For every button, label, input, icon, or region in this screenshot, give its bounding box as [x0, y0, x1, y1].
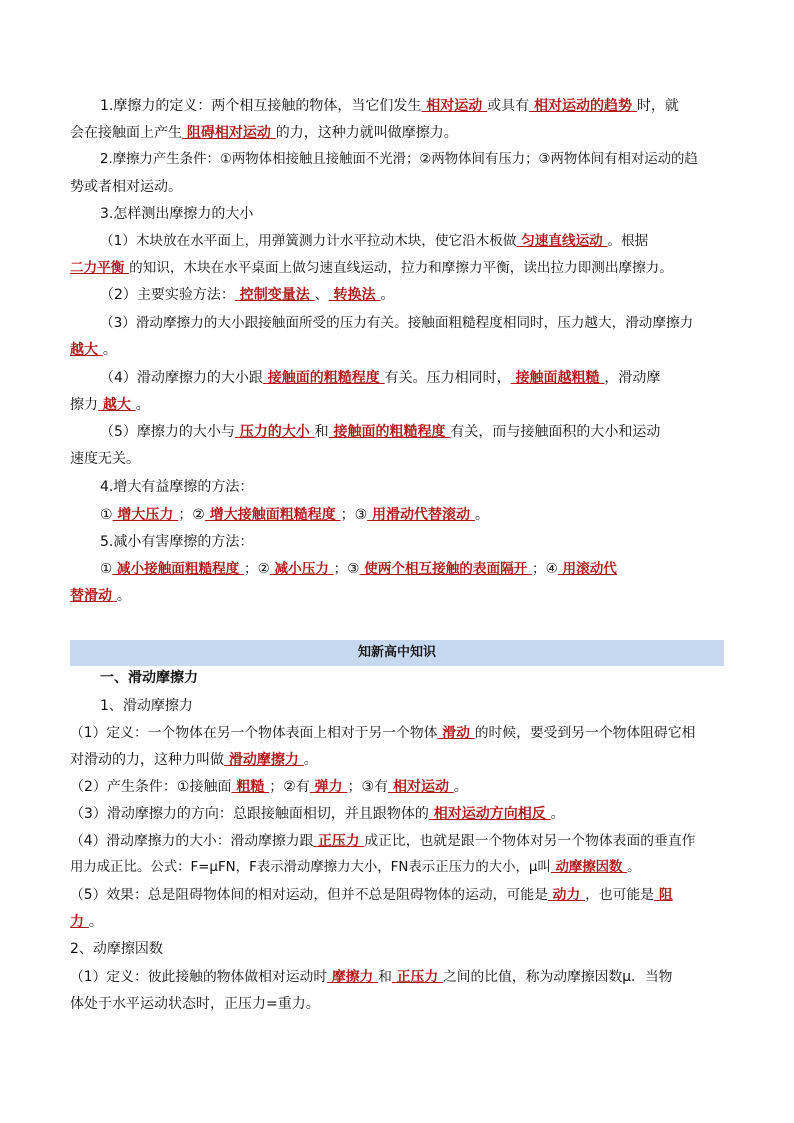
- measure-p3-line-2: [70, 340, 117, 360]
- answer-blank: 替滑动: [70, 588, 117, 604]
- answer-blank: 越大: [98, 397, 136, 413]
- text: 擦力: [70, 397, 98, 413]
- text: 。: [550, 806, 565, 822]
- answer-blank: 转换法: [328, 287, 381, 303]
- text: 。根据: [607, 233, 649, 249]
- answer-blank: 减小压力: [269, 561, 334, 577]
- answer-blank: 减小接触面粗糙程度: [112, 561, 244, 577]
- sliding-effect-line-2: [70, 912, 103, 932]
- text: 1.摩擦力的定义：两个相互接触的物体，当它们发生: [100, 98, 422, 114]
- measure-p5-line-2: 速度无关。: [70, 451, 140, 467]
- conditions-line-2: 势或者相对运动。: [70, 179, 182, 195]
- answer-blank: 动力: [547, 887, 586, 903]
- text: 。: [627, 860, 641, 875]
- text: ；②: [178, 507, 205, 523]
- text: ；③: [340, 507, 368, 523]
- answer-blank: 接触面越粗糙: [510, 370, 605, 386]
- text: 。: [135, 397, 150, 413]
- text: （1）定义：彼此接触的物体做相对运动时: [70, 969, 328, 985]
- increase-friction-title: 4.增大有益摩擦的方法：: [100, 479, 254, 495]
- text: 的时候，要受到另一个物体阻碍它相: [474, 725, 696, 741]
- text: 和: [314, 424, 329, 440]
- sliding-magnitude-line-1: [70, 831, 695, 851]
- definition-line-2: [70, 123, 458, 143]
- text: （1）定义：一个物体在另一个物体表面上相对于另一个物体: [70, 725, 438, 741]
- text: 会在接触面上产生: [70, 125, 182, 141]
- text: 。: [380, 287, 395, 303]
- text: ；②: [244, 561, 270, 577]
- text: 和: [378, 969, 392, 985]
- answer-blank: 控制变量法: [234, 287, 315, 303]
- sliding-conditions: [70, 777, 468, 797]
- answer-blank: 滑动摩擦力: [224, 752, 304, 768]
- text: 的知识，木块在水平桌面上做匀速直线运动，拉力和摩擦力平衡，读出拉力即测出摩擦力。: [129, 260, 673, 276]
- answer-blank: 摩擦力: [327, 969, 379, 985]
- text: ；④: [532, 561, 558, 577]
- measure-p2: [100, 285, 394, 305]
- measure-p1-line-2: [70, 258, 673, 278]
- text: （3）滑动摩擦力的方向：总跟接触面相切，并且跟物体的: [70, 806, 429, 822]
- text: 、: [314, 287, 329, 303]
- text: 对滑动的力，这种力叫做: [70, 752, 224, 768]
- measure-p1-line-1: [100, 231, 648, 251]
- answer-blank: 用滑动代替滚动: [367, 507, 475, 523]
- answer-blank: 用滚动代: [557, 561, 617, 577]
- text: 用力成正比。公式：F=μFN，F表示滑动摩擦力大小，FN表示正压力的大小，μ叫: [70, 860, 551, 875]
- text: ；③有: [347, 779, 389, 795]
- text: ①: [100, 561, 113, 577]
- text: ①: [100, 507, 113, 523]
- text: （4）滑动摩擦力的大小跟: [100, 370, 263, 386]
- text: 之间的比值，称为动摩擦因数μ．当物: [442, 969, 673, 985]
- answer-blank: 匀速直线运动: [516, 233, 608, 249]
- text: （4）滑动摩擦力的大小：滑动摩擦力跟: [70, 833, 314, 849]
- answer-blank: 相对运动: [421, 98, 488, 114]
- text: 成正比，也就是跟一个物体对另一个物体表面的垂直作: [364, 833, 696, 849]
- measure-p3-line-1: （3）滑动摩擦力的大小跟接触面所受的压力有关。接触面粗糙程度相同时，压力越大，滑动摩擦力: [100, 315, 694, 331]
- text: 有关。压力相同时，: [384, 370, 511, 386]
- section-banner: 知新高中知识: [70, 640, 724, 666]
- text: ，滑动摩: [604, 370, 661, 386]
- text: 或具有: [487, 98, 530, 114]
- subheading-sliding-friction: 1、滑动摩擦力: [100, 698, 193, 714]
- sliding-def-line-1: [70, 723, 695, 743]
- answer-blank: 弹力: [309, 779, 348, 795]
- text: 有关，而与接触面积的大小和运动: [450, 424, 661, 440]
- answer-blank: 二力平衡: [70, 260, 130, 276]
- answer-blank: 正压力: [391, 969, 443, 985]
- answer-blank: 接触面的粗糙程度: [262, 370, 385, 386]
- text: 。: [116, 588, 131, 604]
- answer-blank: 压力的大小: [234, 424, 315, 440]
- measure-p4-line-2: [70, 395, 150, 415]
- text: 。: [88, 914, 103, 930]
- text: 。: [102, 342, 117, 358]
- answer-blank: 阻: [654, 887, 673, 903]
- answer-blank: 滑动: [437, 725, 475, 741]
- text: 。: [453, 779, 468, 795]
- coefficient-def-line-2: 体处于水平运动状态时，正压力=重力。: [70, 996, 320, 1012]
- measure-p4-line-1: [100, 368, 660, 388]
- heading-sliding-friction: 一、滑动摩擦力: [100, 670, 198, 686]
- answer-blank: 增大压力: [112, 507, 179, 523]
- text: （2）主要实验方法：: [100, 287, 235, 303]
- coefficient-def-line-1: [70, 967, 672, 987]
- text: 的力，这种力就叫做摩擦力。: [275, 125, 458, 141]
- answer-blank: 粗糙: [231, 779, 270, 795]
- increase-friction-methods: [100, 505, 489, 525]
- measure-p5-line-1: [100, 422, 660, 442]
- conditions-line-1: 2.摩擦力产生条件：①两物体相接触且接触面不光滑；②两物体间有压力；③两物体间有相对运动的趋: [100, 152, 698, 167]
- text: ；②有: [269, 779, 310, 795]
- text: （1）木块放在水平面上，用弹簧测力计水平拉动木块，使它沿木板做: [100, 233, 517, 249]
- text: ；③: [333, 561, 360, 577]
- sliding-def-line-2: [70, 750, 318, 770]
- reduce-friction-methods-line-1: [100, 559, 617, 579]
- answer-blank: 接触面的粗糙程度: [328, 424, 451, 440]
- answer-blank: 动摩擦因数: [550, 860, 628, 875]
- answer-blank: 增大接触面粗糙程度: [204, 507, 341, 523]
- text: 时，就: [636, 98, 679, 114]
- answer-blank: 使两个相互接触的表面隔开: [359, 561, 532, 577]
- answer-blank: 越大: [70, 342, 103, 358]
- text: （5）效果：总是阻碍物体间的相对运动，但并不总是阻碍物体的运动，可能是: [70, 887, 548, 903]
- answer-blank: 相对运动的趋势: [529, 98, 637, 114]
- sliding-effect-line-1: [70, 885, 673, 905]
- text: ，也可能是: [585, 887, 655, 903]
- text: （5）摩擦力的大小与: [100, 424, 235, 440]
- answer-blank: 阻碍相对运动: [182, 125, 276, 141]
- answer-blank: 正压力: [313, 833, 365, 849]
- sliding-direction: [70, 804, 565, 824]
- measure-title: 3.怎样测出摩擦力的大小: [100, 206, 254, 222]
- answer-blank: 相对运动方向相反: [428, 806, 551, 822]
- text: 。: [474, 507, 489, 523]
- text: 。: [303, 752, 318, 768]
- answer-blank: 相对运动: [388, 779, 454, 795]
- sliding-magnitude-line-2: [70, 858, 641, 878]
- definition-line-1: [100, 96, 679, 116]
- reduce-friction-methods-line-2: [70, 586, 131, 606]
- answer-blank: 力: [70, 914, 89, 930]
- reduce-friction-title: 5.减小有害摩擦的方法：: [100, 534, 254, 550]
- subheading-friction-coefficient: 2、动摩擦因数: [70, 941, 163, 957]
- text: （2）产生条件：①接触面: [70, 779, 232, 795]
